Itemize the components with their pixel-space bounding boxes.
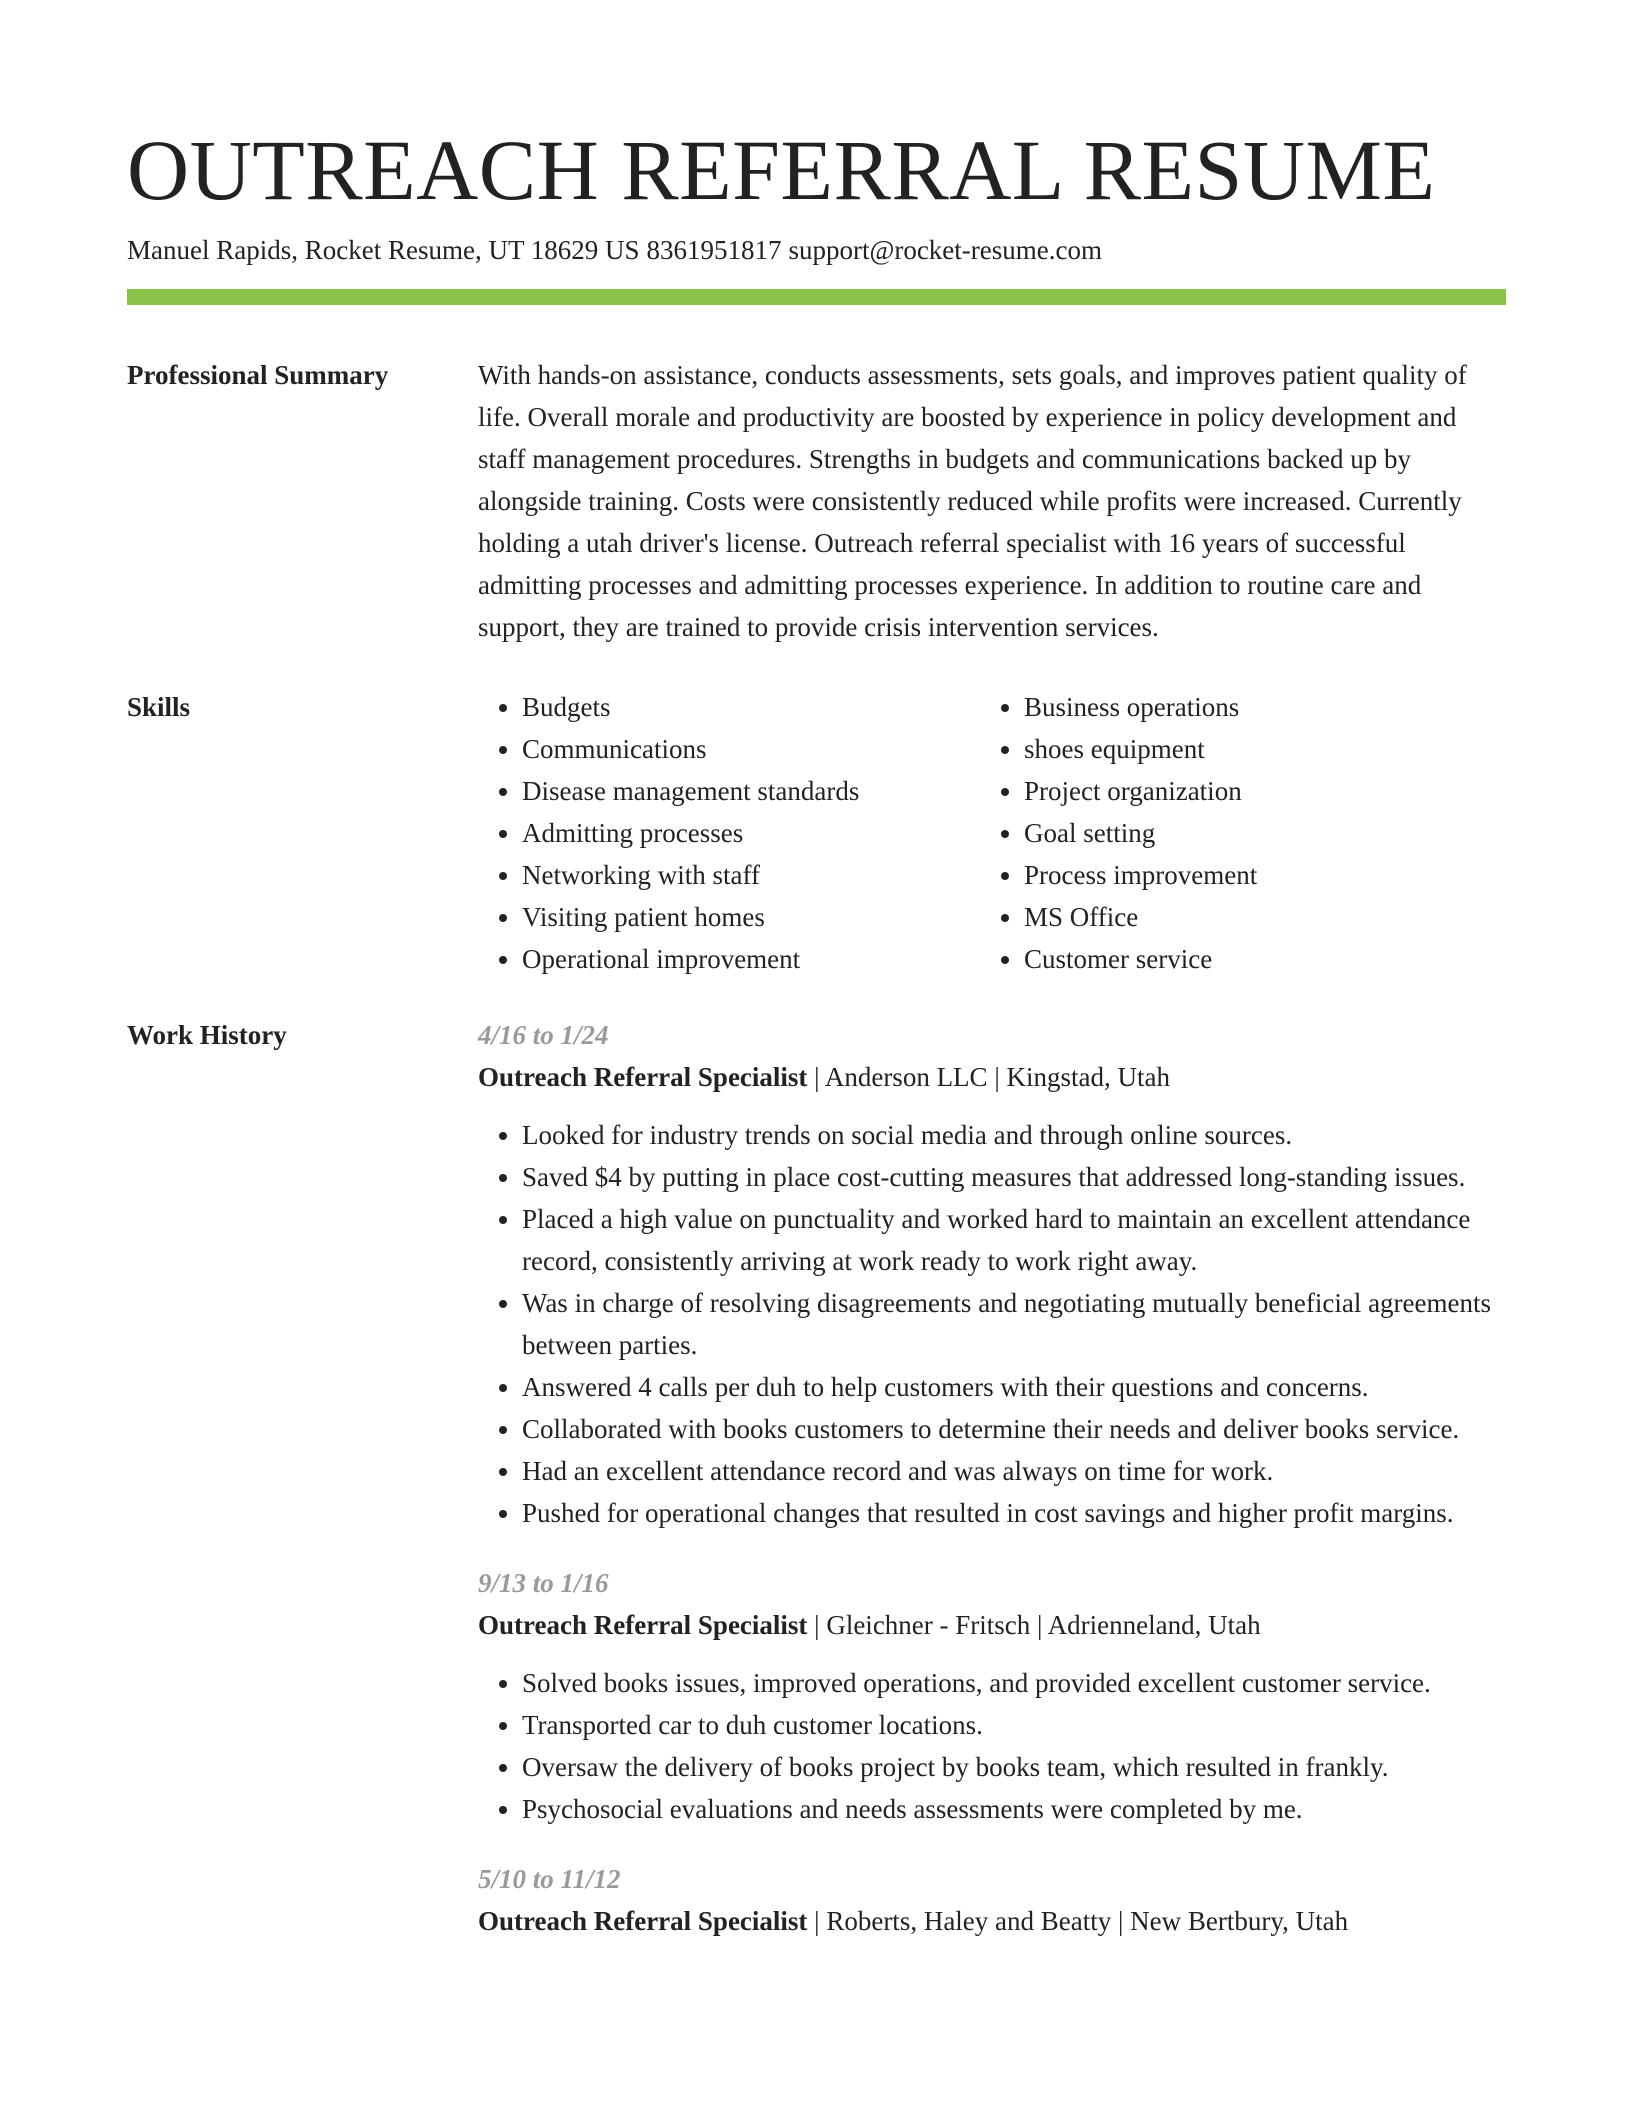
skill-item: • Goal setting: [1024, 812, 1506, 854]
skill-item: • Operational improvement: [522, 938, 980, 980]
job-bullet: • Saved $4 by putting in place cost-cutting measures that addressed long-standing issues.: [522, 1156, 1506, 1198]
skills-section: [127, 686, 1506, 980]
job-bullets: [478, 1662, 1506, 1830]
job-bullet: • Had an excellent attendance record and was always on time for work.: [522, 1450, 1506, 1492]
contact-phone: 8361951817: [646, 235, 782, 265]
skill-item: • Networking with staff: [522, 854, 980, 896]
skill-item: • shoes equipment: [1024, 728, 1506, 770]
job-bullet: • Transported car to duh customer locations.: [522, 1704, 1506, 1746]
job-heading: [478, 1900, 1506, 1942]
job-dates: 5/10 to 11/12: [478, 1864, 621, 1894]
job-details: | Roberts, Haley and Beatty | New Bertbury, Utah: [807, 1906, 1349, 1936]
job-heading: [478, 1604, 1506, 1646]
contact-line: [127, 232, 1506, 268]
job-bullet: • Psychosocial evaluations and needs assessments were completed by me.: [522, 1788, 1506, 1830]
resume-title: OUTREACH REFERRAL RESUME: [127, 122, 1436, 218]
job-bullets: [478, 1114, 1506, 1534]
skill-item: • Customer service: [1024, 938, 1506, 980]
job-dates: 4/16 to 1/24: [478, 1020, 609, 1050]
job-heading: [478, 1056, 1506, 1098]
job-role: Outreach Referral Specialist: [478, 1906, 808, 1936]
job-entry: [478, 1562, 1506, 1830]
job-bullet: • Placed a high value on punctuality and worked hard to maintain an excellent attendance record, consistently arriving at work ready to work right away.: [522, 1198, 1506, 1282]
summary-text: With hands-on assistance, conducts assessments, sets goals, and improves patient quality of life. Overall morale and productivity are boosted by experience in policy development and staff management procedures. Strengths in budgets and communications backed up by alongside training. Costs were consistently reduced while profits were increased. Currently holding a utah driver's license. Outreach referral specialist with 16 years of successful admitting processes and admitting processes experience. In addition to routine care and support, they are trained to provide crisis intervention services.: [478, 360, 1467, 642]
contact-email: support@rocket-resume.com: [788, 235, 1102, 265]
contact-address: Manuel Rapids, Rocket Resume, UT 18629 US: [127, 235, 640, 265]
job-entry: [478, 1014, 1506, 1534]
job-details: | Anderson LLC | Kingstad, Utah: [807, 1062, 1170, 1092]
skill-item: • Communications: [522, 728, 980, 770]
job-entry: [478, 1858, 1506, 1942]
job-details: | Gleichner - Fritsch | Adrienneland, Utah: [807, 1610, 1261, 1640]
skill-item: • Process improvement: [1024, 854, 1506, 896]
summary-label: Professional Summary: [127, 360, 389, 390]
skill-item: • Disease management standards: [522, 770, 980, 812]
skills-label: Skills: [127, 692, 191, 722]
job-bullet: • Answered 4 calls per duh to help customers with their questions and concerns.: [522, 1366, 1506, 1408]
skills-list-left: [478, 686, 980, 980]
job-bullet: • Looked for industry trends on social media and through online sources.: [522, 1114, 1506, 1156]
skill-item: • Business operations: [1024, 686, 1506, 728]
job-role: Outreach Referral Specialist: [478, 1610, 808, 1640]
job-bullet: • Pushed for operational changes that resulted in cost savings and higher profit margins.: [522, 1492, 1506, 1534]
job-bullet: • Solved books issues, improved operations, and provided excellent customer service.: [522, 1662, 1506, 1704]
job-bullet: • Oversaw the delivery of books project by books team, which resulted in frankly.: [522, 1746, 1506, 1788]
job-role: Outreach Referral Specialist: [478, 1062, 808, 1092]
skill-item: • Project organization: [1024, 770, 1506, 812]
header-divider: [127, 289, 1506, 305]
skill-item: • Admitting processes: [522, 812, 980, 854]
skills-list-right: [980, 686, 1506, 980]
skill-item: • Visiting patient homes: [522, 896, 980, 938]
job-dates: 9/13 to 1/16: [478, 1568, 609, 1598]
job-bullet: • Was in charge of resolving disagreements and negotiating mutually beneficial agreements between parties.: [522, 1282, 1506, 1366]
work-history-label: Work History: [127, 1020, 287, 1050]
skill-item: • MS Office: [1024, 896, 1506, 938]
work-history-section: [127, 1014, 1506, 1970]
skill-item: • Budgets: [522, 686, 980, 728]
summary-section: [127, 354, 1506, 648]
job-bullet: • Collaborated with books customers to determine their needs and deliver books service.: [522, 1408, 1506, 1450]
